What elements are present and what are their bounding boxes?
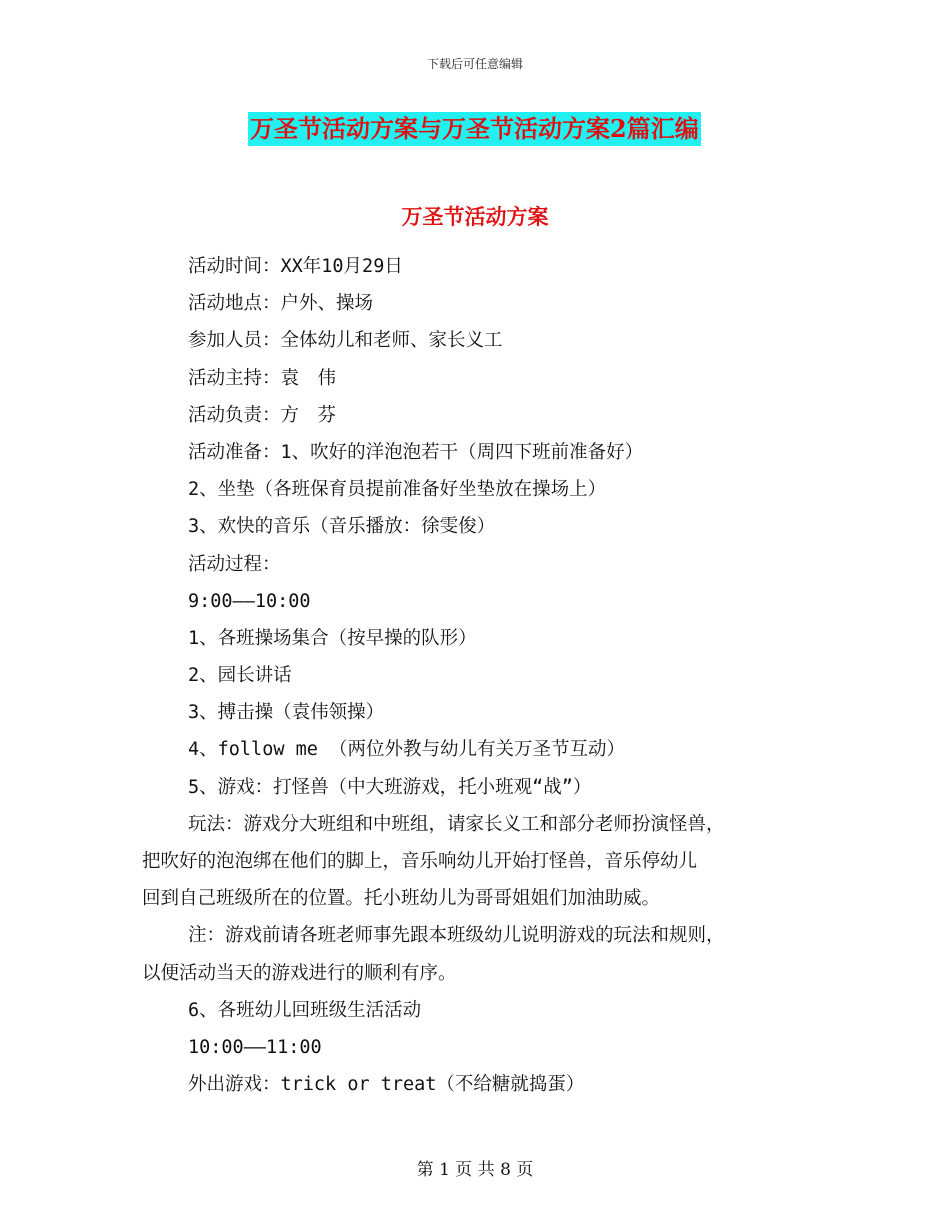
text-line: 2、坐垫（各班保育员提前准备好坐垫放在操场上）: [188, 479, 607, 501]
text-line: 5、游戏：打怪兽（中大班游戏，托小班观“战”）: [188, 776, 592, 798]
paragraph-line: 玩法：游戏分大班组和中班组，请家长义工和部分老师扮演怪兽，: [188, 813, 725, 835]
document-title: 万圣节活动方案与万圣节活动方案2篇汇编: [248, 112, 701, 146]
paragraph-line: 把吹好的泡泡绑在他们的脚上，音乐响幼儿开始打怪兽，音乐停幼儿: [142, 851, 698, 873]
note-paragraph: [142, 917, 822, 991]
text-line: 6、各班幼儿回班级生活活动: [188, 999, 422, 1021]
paragraph-line: 注：游戏前请各班老师事先跟本班级幼儿说明游戏的玩法和规则，: [188, 925, 725, 947]
header-note: 下载后可任意编辑: [426, 57, 523, 71]
text-line: 活动负责：方 芬: [188, 404, 337, 426]
document-body: [142, 248, 822, 1103]
text-line: 活动主持：袁 伟: [188, 367, 337, 389]
text-line: 活动准备：1、吹好的洋泡泡若干（周四下班前准备好）: [188, 441, 644, 463]
text-line: 活动地点：户外、操场: [188, 293, 374, 315]
text-line: 3、欢快的音乐（音乐播放：徐雯俊）: [188, 516, 496, 538]
text-line: 2、园长讲话: [188, 665, 292, 687]
text-line: 1、各班操场集合（按早操的队形）: [188, 627, 477, 649]
text-line: 10:00——11:00: [188, 1037, 322, 1059]
text-line: 3、搏击操（袁伟领操）: [188, 702, 385, 724]
text-line: 外出游戏：trick or treat（不给糖就捣蛋）: [188, 1074, 585, 1096]
text-line: 9:00——10:00: [188, 590, 311, 612]
page-footer: 第 1 页 共 8 页: [416, 1160, 534, 1180]
paragraph-line: 回到自己班级所在的位置。托小班幼儿为哥哥姐姐们加油助威。: [142, 888, 661, 910]
text-line: 4、follow me （两位外教与幼儿有关万圣节互动）: [188, 739, 626, 761]
text-line: 参加人员：全体幼儿和老师、家长义工: [188, 330, 503, 352]
text-line: 活动时间：XX年10月29日: [188, 256, 403, 277]
paragraph-line: 以便活动当天的游戏进行的顺利有序。: [142, 962, 457, 984]
section-title: 万圣节活动方案: [401, 204, 549, 229]
rules-paragraph: [142, 806, 822, 918]
text-line: 活动过程：: [188, 553, 281, 575]
